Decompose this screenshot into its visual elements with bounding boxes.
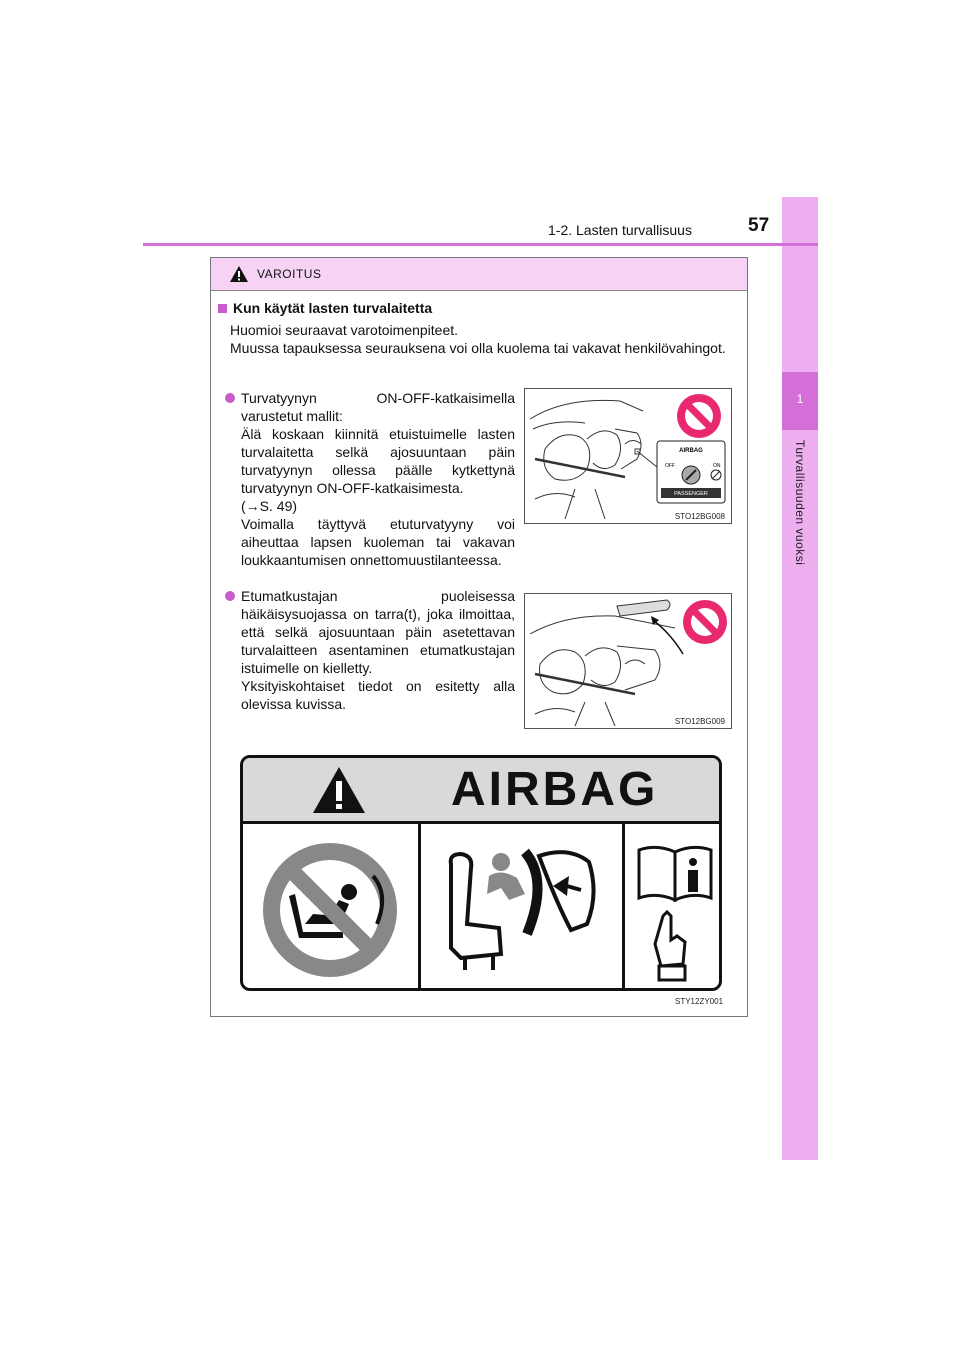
bullet-line: Turvatyynyn ON-OFF-katkaisimella varustetut mallit: xyxy=(241,390,515,424)
intro-line: Huomioi seuraavat varotoimenpiteet. xyxy=(230,322,459,338)
illustration-sunvisor xyxy=(524,593,732,729)
chapter-number: 1 xyxy=(796,392,804,406)
airbag-warning-label xyxy=(240,755,722,991)
bullet-line: (→S. 49) xyxy=(241,498,298,514)
warning-triangle-icon xyxy=(229,265,249,283)
airbag-cell-deploy xyxy=(421,824,625,991)
warning-label: VAROITUS xyxy=(257,267,322,281)
bullet-item xyxy=(225,389,515,569)
airbag-cell-manual xyxy=(625,824,722,991)
warning-triangle-icon xyxy=(311,765,367,815)
airbag-cell-prohibited xyxy=(243,824,421,991)
section-title-text: Kun käytät lasten turvalaitetta xyxy=(233,300,433,316)
bullet-line: Älä koskaan kiinnitä etuistuimelle lasten turvalaitetta selkä ajosuuntaan päin turvatyynyn ollessa päälle kytkettynä turvatyynyn ON-OFF-katkaisimesta. xyxy=(241,426,515,496)
airbag-deploy-icon xyxy=(421,824,622,991)
switch-off-label: OFF xyxy=(665,463,675,469)
image-code: STY12ZY001 xyxy=(675,997,724,1006)
switch-on-label: ON xyxy=(713,463,721,469)
car-interior-sunvisor-illustration xyxy=(525,594,731,728)
car-interior-switch-illustration xyxy=(525,389,731,523)
switch-title: AIRBAG xyxy=(679,448,703,454)
illustration-switch xyxy=(524,388,732,524)
bullet-line: Voimalla täyttyvä etuturvatyyny voi aiheuttaa lapsen kuoleman tai vakavan loukkaantumisen onnettomuustilanteessa. xyxy=(241,516,515,568)
square-bullet-icon xyxy=(218,304,227,313)
warning-box xyxy=(210,257,748,1017)
header-rule xyxy=(143,243,818,246)
airbag-label-header xyxy=(243,758,719,824)
bullet-item xyxy=(225,587,515,713)
image-code: STO12BG009 xyxy=(674,717,725,726)
section-header: 1-2. Lasten turvallisuus xyxy=(548,222,692,238)
image-code: STO12BG008 xyxy=(674,512,725,521)
intro-line: Muussa tapauksessa seurauksena voi olla kuolema tai vakavat henkilövahingot. xyxy=(230,340,726,356)
intro-text xyxy=(230,321,743,357)
bullet-line: Etumatkustajan puoleisessa häikäisysuojassa on tarra(t), joka ilmoittaa, että selkä ajosuuntaan päin asetettavan turvalaitteen asentaminen etumatkustajan istuimelle on kielletty. xyxy=(241,588,515,676)
airbag-word: AIRBAG xyxy=(451,763,659,816)
switch-passenger-label: PASSENGER xyxy=(674,491,708,497)
bullet-dot-icon xyxy=(225,591,235,601)
warning-header xyxy=(211,258,747,291)
chapter-side-tab xyxy=(782,197,818,1160)
chapter-label: Turvallisuuden vuoksi xyxy=(793,440,807,566)
read-manual-icon xyxy=(625,824,722,991)
bullet-line: Yksityiskohtaiset tiedot on esitetty alla olevissa kuvissa. xyxy=(241,678,515,712)
no-rear-facing-seat-icon xyxy=(243,824,418,991)
section-title xyxy=(218,300,432,316)
bullet-dot-icon xyxy=(225,393,235,403)
page-number: 57 xyxy=(748,215,770,236)
